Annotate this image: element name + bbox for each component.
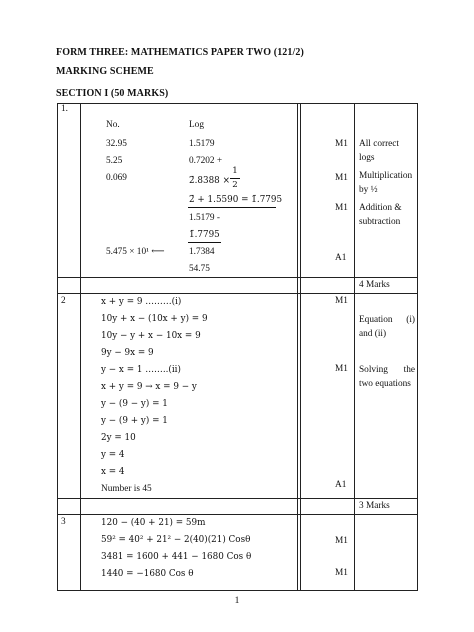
q1-number: 1.: [61, 104, 68, 114]
q2-line-3: 10y − y + x − 10x = 9: [101, 331, 201, 341]
q1-comment-multiplication: Multiplication by ½: [359, 171, 413, 196]
page-number: 1: [234, 596, 240, 606]
q2-mark-3: A1: [335, 480, 347, 490]
q1-log-7: 1.7384: [189, 247, 215, 257]
column-divider-working: [80, 103, 81, 591]
q1-underline-difference: [188, 242, 221, 243]
q3-line-1: 120 − (40 + 21) = 59m: [101, 518, 206, 528]
column-divider-marks: [297, 103, 298, 591]
q1-no-1: 32.95: [106, 139, 127, 149]
q2-total-row-line: [57, 498, 418, 499]
q3-mark-2: M1: [335, 568, 348, 578]
q2-line-10: y = 4: [101, 450, 125, 460]
q1-fraction-numerator: 1: [232, 166, 238, 176]
q2-comment-equations: Equation (i) and (ii): [359, 315, 415, 340]
q1-fraction-denominator: 2: [232, 179, 238, 190]
document-title: FORM THREE: MATHEMATICS PAPER TWO (121/2): [56, 47, 304, 58]
q1-mark-1: M1: [335, 139, 348, 149]
q2-line-6: x + y = 9 → x = 9 − y: [101, 382, 197, 392]
section-heading: SECTION I (50 MARKS): [56, 88, 169, 99]
q1-no-final: 5.475 × 10¹ ⟵: [106, 247, 165, 257]
q1-total: 4 Marks: [359, 280, 390, 290]
q1-log-1: 1.5179: [189, 139, 215, 149]
q1-log-5: 1.5179 -: [189, 213, 220, 223]
q3-line-4: 1440 = −1680 Cos θ: [101, 569, 194, 579]
q2-line-4: 9y − 9x = 9: [101, 348, 154, 358]
q1-bottom-line: [57, 293, 418, 294]
q1-comment-logs: All correct logs: [359, 139, 400, 164]
q1-log-2: 0.7202 +: [189, 156, 223, 166]
q2-line-8: y − (9 + y) = 1: [101, 416, 168, 426]
marking-scheme-table: [57, 103, 418, 591]
q1-fraction-half: [230, 167, 240, 189]
q2-comment-solving: Solving the two equations: [359, 365, 415, 390]
q2-total: 3 Marks: [359, 501, 390, 511]
q2-line-11: x = 4: [101, 467, 125, 477]
table-border-left: [57, 103, 58, 591]
table-border-right: [417, 103, 418, 591]
q2-line-1: x + y = 9 ………(i): [101, 297, 182, 307]
document-subtitle: MARKING SCHEME: [56, 66, 154, 77]
q2-line-5: y − x = 1 ……..(ii): [101, 365, 181, 375]
q1-header-log: Log: [189, 120, 204, 130]
q1-comment-addition: Addition & subtraction: [359, 203, 402, 228]
q2-line-12: Number is 45: [101, 484, 152, 494]
q1-log-6: 1̄.7795: [189, 230, 220, 240]
q3-mark-1: M1: [335, 536, 348, 546]
q1-total-row-line: [57, 277, 418, 278]
q2-line-9: 2y = 10: [101, 433, 136, 443]
table-border-bottom: [57, 590, 418, 591]
q3-number: 3: [61, 517, 66, 527]
q2-mark-2: M1: [335, 364, 348, 374]
q3-line-2: 59² = 40² + 21² − 2(40)(21) Cosθ: [101, 535, 251, 545]
q1-log-8: 54.75: [189, 264, 210, 274]
q1-mark-3: M1: [335, 203, 348, 213]
table-border-top: [57, 103, 418, 104]
q2-line-7: y − (9 − y) = 1: [101, 399, 168, 409]
q1-header-no: No.: [106, 120, 120, 130]
column-divider-comments: [354, 103, 355, 591]
q1-no-2: 5.25: [106, 156, 123, 166]
q2-mark-1: M1: [335, 296, 348, 306]
q1-no-3: 0.069: [106, 173, 127, 183]
q2-bottom-line: [57, 514, 418, 515]
column-divider-marks-double: [300, 103, 301, 591]
q1-log-4: 2̄ + 1.5590 = 1̄.7795: [189, 195, 283, 205]
q1-underline-sum: [188, 207, 276, 208]
q1-mark-4: A1: [335, 253, 347, 263]
q2-line-2: 10y + x − (10x + y) = 9: [101, 314, 208, 324]
q2-number: 2: [61, 296, 66, 306]
q1-mark-2: M1: [335, 173, 348, 183]
q1-log-3: 2̄.8388 ×: [189, 176, 230, 186]
q3-line-3: 3481 = 1600 + 441 − 1680 Cos θ: [101, 552, 252, 562]
